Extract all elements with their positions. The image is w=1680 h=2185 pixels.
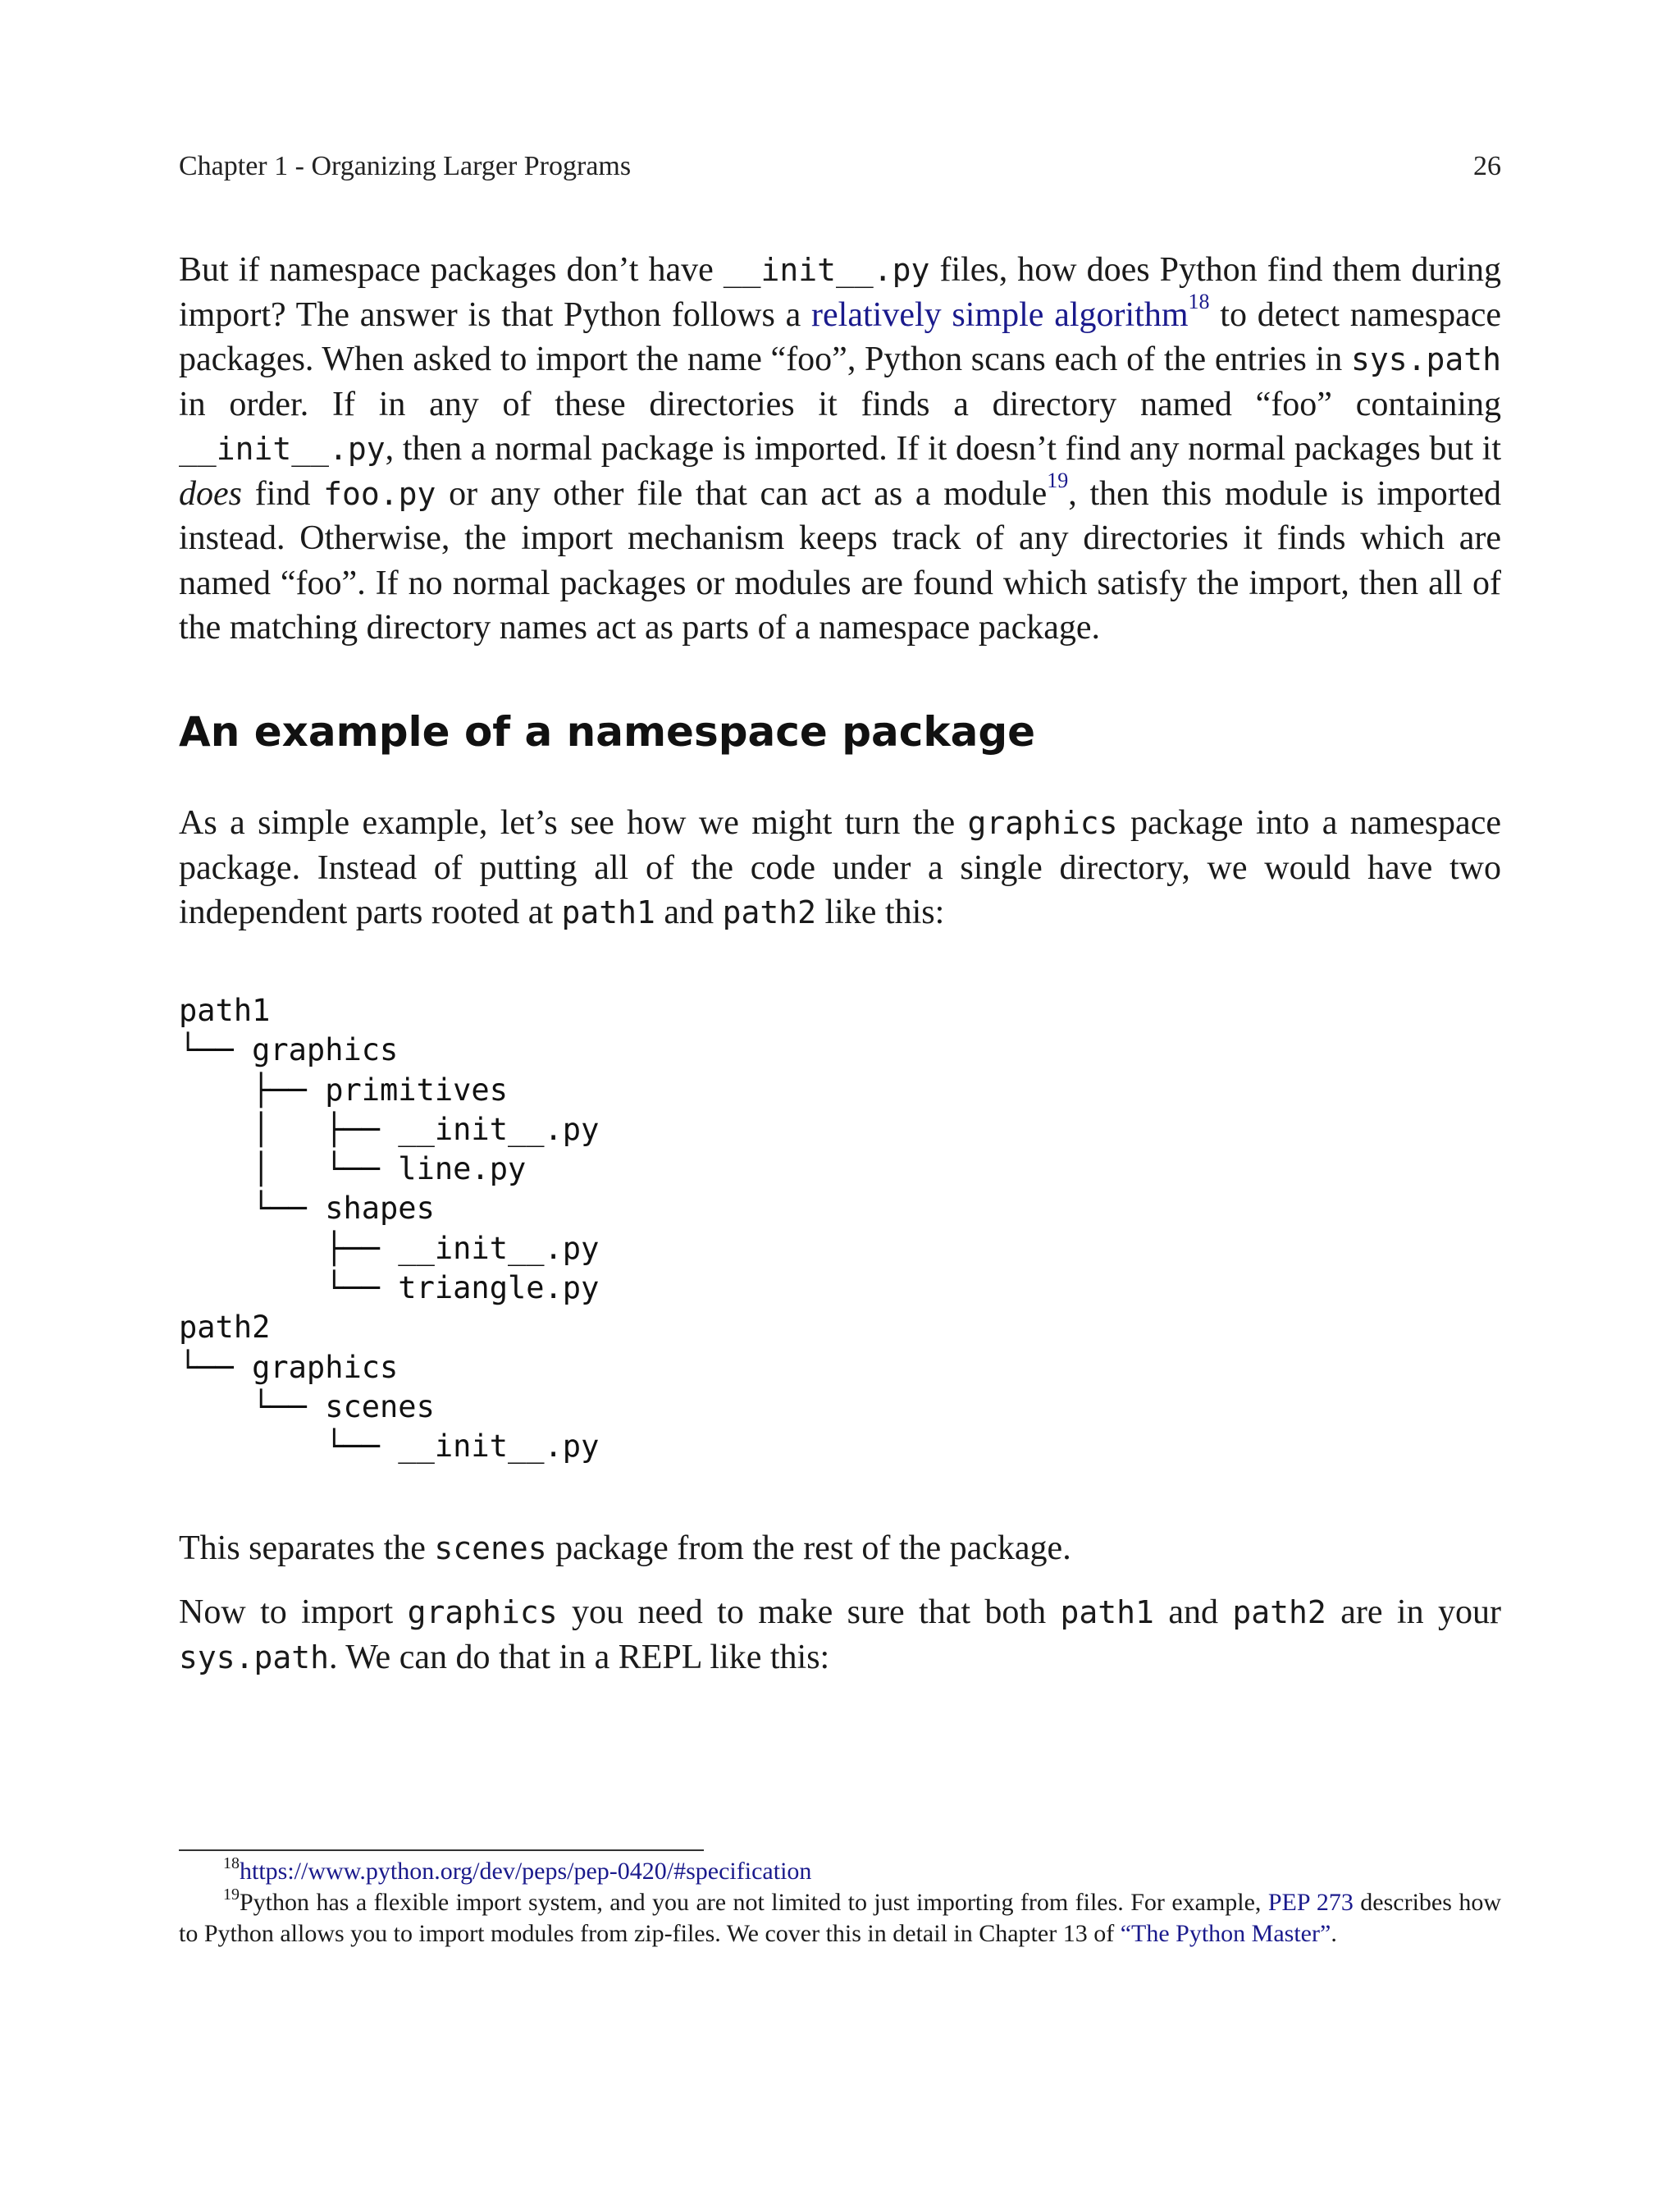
footnote-number: 18 (223, 1854, 240, 1872)
code-foo-py: foo.py (323, 475, 436, 512)
code-path2: path2 (1232, 1594, 1326, 1630)
text: But if namespace packages don’t have (179, 251, 724, 289)
code-sys-path: sys.path (179, 1639, 330, 1675)
code-path1: path1 (561, 894, 655, 930)
code-init-py: __init__.py (723, 252, 930, 288)
tree-line: └── shapes (179, 1191, 435, 1227)
text: you need to make sure that both (557, 1593, 1061, 1631)
tree-line: ├── primitives (179, 1072, 508, 1108)
text: Now to import (179, 1593, 408, 1631)
text: and (1153, 1593, 1233, 1631)
chapter-title: Chapter 1 - Organizing Larger Programs (179, 151, 632, 181)
text: , then this module is imported instead. Otherwise, the import mechanism keeps track of any directories it finds which are named “foo”. If no normal packages or modules are found which satisfy the import, then all of the matching directory names act as parts of a namespace package. (179, 474, 1501, 647)
code-graphics: graphics (407, 1594, 558, 1630)
text: in order. If in any of these directories it finds a directory named “foo” containing (179, 385, 1501, 423)
python-master-link[interactable]: “The Python Master” (1120, 1920, 1331, 1947)
text: to detect namespace packages. When asked to import the name “foo”, Python scans each of the entries in (179, 295, 1502, 378)
text: are in your (1326, 1593, 1501, 1631)
footnote-19 (179, 1887, 1501, 1950)
code-path2: path2 (722, 894, 816, 930)
footnote-number: 19 (223, 1886, 240, 1904)
running-header (179, 146, 1501, 187)
text: files, how does Python find them during import? The answer is that Python follows a (179, 251, 1502, 334)
algorithm-link[interactable]: relatively simple algorithm (811, 295, 1189, 334)
footnote-18 (179, 1856, 1501, 1887)
code-init-py: __init__.py (179, 431, 386, 467)
pep-0420-link[interactable]: https://www.python.org/dev/peps/pep-0420/#specification (240, 1858, 812, 1885)
tree-line: path2 (179, 1310, 271, 1346)
text: package from the rest of the package. (546, 1529, 1071, 1567)
text: Python has a flexible import system, and you are not limited to just importing from files. For example, (240, 1889, 1268, 1916)
text: As a simple example, let’s see how we might turn the (179, 804, 968, 842)
code-path1: path1 (1060, 1594, 1154, 1630)
code-sys-path: sys.path (1350, 341, 1501, 377)
tree-line: └── triangle.py (179, 1270, 600, 1306)
section-heading: An example of a namespace package (179, 708, 1036, 756)
code-scenes: scenes (434, 1530, 547, 1566)
text: . (1331, 1920, 1337, 1947)
footnote-ref-19[interactable]: 19 (1047, 468, 1069, 492)
text: find (242, 474, 324, 513)
text: This separates the (179, 1529, 435, 1567)
emphasis-does: does (179, 474, 242, 513)
text: package into a namespace package. Instead of putting all of the code under a single directory, we would have two independent parts rooted at (179, 804, 1501, 931)
tree-line: └── scenes (179, 1388, 435, 1424)
paragraph-import-setup (179, 1590, 1501, 1680)
text: . We can do that in a REPL like this: (329, 1638, 830, 1676)
tree-line: ├── __init__.py (179, 1230, 600, 1266)
tree-line: │ └── line.py (179, 1151, 527, 1187)
tree-line: └── graphics (179, 1349, 399, 1385)
code-graphics: graphics (967, 805, 1118, 841)
paragraph-namespace-lookup (179, 248, 1501, 651)
text: describes how to Python allows you to import modules from zip-files. We cover this in detail in Chapter 13 of (179, 1889, 1501, 1947)
text: and (655, 894, 723, 931)
paragraph-example-intro (179, 801, 1501, 935)
page-number: 26 (1473, 151, 1501, 181)
text: or any other file that can act as a module (436, 474, 1048, 513)
tree-line: └── __init__.py (179, 1428, 600, 1465)
footnote-ref-18[interactable]: 18 (1188, 289, 1210, 313)
footnote-divider (179, 1849, 704, 1851)
text: like this: (815, 894, 945, 931)
paragraph-scenes (179, 1526, 1501, 1571)
pep-273-link[interactable]: PEP 273 (1267, 1889, 1354, 1916)
footnotes (179, 1856, 1501, 1950)
directory-tree-block (179, 991, 1501, 1467)
tree-line: path1 (179, 993, 271, 1028)
tree-line: └── graphics (179, 1032, 399, 1068)
tree-line: │ ├── __init__.py (179, 1111, 600, 1147)
text: , then a normal package is imported. If it doesn’t find any normal packages but it (385, 430, 1501, 468)
